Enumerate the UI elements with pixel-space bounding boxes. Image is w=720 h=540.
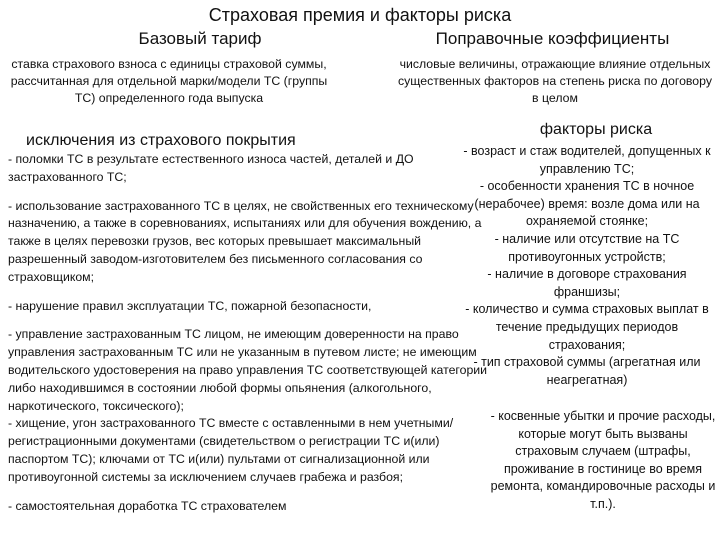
list-item: - наличие в договоре страхования франшизы; <box>487 267 687 299</box>
page-title: Страховая премия и факторы риска <box>208 5 512 25</box>
list-item: - наличие или отсутствие на ТС противоугонных устройств; <box>494 231 680 264</box>
list-item: - поломки ТС в результате естественного износа частей, деталей и ДО застрахованного ТС; <box>8 152 414 184</box>
list-item: - косвенные убытки и прочие расходы, которые могут быть вызваны страховым случаем (штрафы, проживание в гостинице во время ремонта, командировочные расходы и т.п.). <box>490 409 716 511</box>
exclusions-heading: исключения из страхового покрытия <box>26 132 296 149</box>
list-item: - использование застрахованного ТС в целях, не свойственных его техническому назначению, а также в соревнованиях, испытаниях или для обучения вождению, а также в целях перевозки грузов, вес которых превышает максимальный разрешенный заводом-изготовителем без письменного согласования со страховщиком; <box>8 198 482 284</box>
risk-factors-list <box>458 143 716 389</box>
list-item: - особенности хранения ТС в ночное (нерабочее) время: возле дома или на охраняемой стоянке; <box>474 179 700 229</box>
correction-coefficients-heading: Поправочные коэффициенты <box>435 29 670 48</box>
base-tariff-heading: Базовый тариф <box>138 29 262 48</box>
list-item: - самостоятельная доработка ТС страхователем <box>8 498 287 513</box>
list-item: - возраст и стаж водителей, допущенных к управлению ТС; <box>463 144 711 176</box>
indirect-losses-note <box>490 408 716 514</box>
list-item: - количество и сумма страховых выплат в течение предыдущих периодов страхования; <box>465 302 709 352</box>
list-item: - нарушение правил эксплуатации ТС, пожарной безопасности, <box>8 298 372 313</box>
list-item: - хищение, угон застрахованного ТС вместе с оставленными в нем учетными/регистрационными документами (свидетельством о регистрации ТС и(или) паспортом ТС); ключами от ТС и(или) пультами от сигнализационной или противоугонной системы за исключением случаев грабежа и разбоя; <box>8 416 454 484</box>
base-tariff-description: ставка страхового взноса с единицы страховой суммы, рассчитанная для отдельной марки/модели ТС (группы ТС) определенного года выпуска <box>10 57 328 105</box>
risk-factors-heading: факторы риска <box>539 121 653 138</box>
list-item: - тип страховой суммы (агрегатная или неагрегатная) <box>473 355 701 387</box>
exclusions-list <box>8 151 488 515</box>
list-item: - управление застрахованным ТС лицом, не имеющим доверенности на право управления застрахованным ТС или не указанным в путевом листе; не имеющим водительского удостоверения на право управления ТС соответствующей категории либо находившимся в состоянии любой формы опьянения (алкогольного, наркотического, токсического); <box>8 327 488 413</box>
correction-coefficients-description: числовые величины, отражающие влияние отдельных существенных факторов на степень риска по договору в целом <box>397 57 712 105</box>
